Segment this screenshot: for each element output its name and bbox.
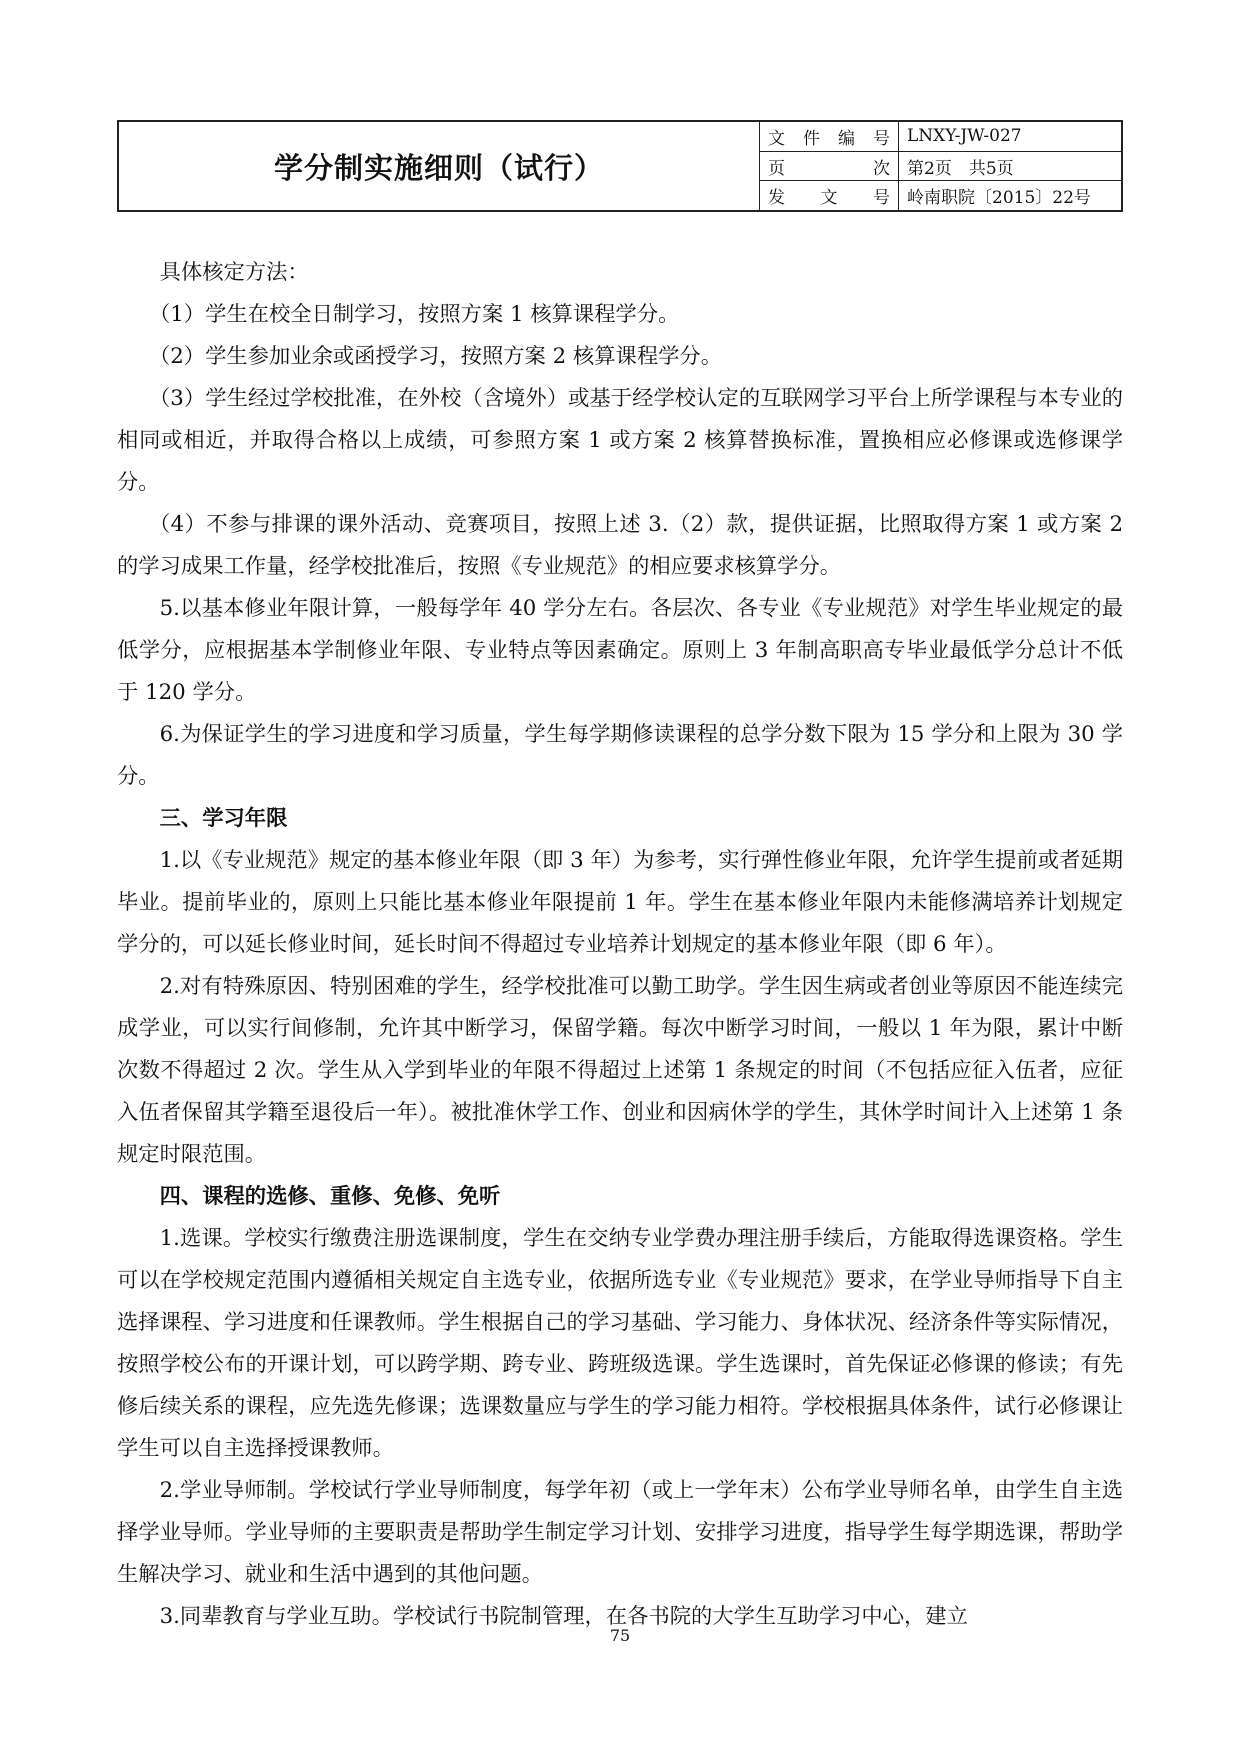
meta-label [760,122,899,151]
meta-row-page [760,152,1121,182]
meta-value: LNXY-JW-027 [907,126,1022,147]
paragraph: 3.同辈教育与学业互助。学校试行书院制管理，在各书院的大学生互助学习中心，建立 [159,1604,968,1629]
label-char: 页 [768,158,785,179]
paragraph: 1.选课。学校实行缴费注册选课制度，学生在交纳专业学费办理注册手续后，方能取得选课资格。学生可以在学校规定范围内遵循相关规定自主选专业，依据所选专业《专业规范》要求，在学业导师指导下自主选择课程、学习进度和任课教师。学生根据自己的学习基础、学习能力、身体状况、经济条件等实际情况，按照学校公布的开课计划，可以跨学期、跨专业、跨班级选课。学生选课时，首先保证必修课的修读；有先修后续关系的课程，应先选先修课；选课数量应与学生的学习能力相符。学校根据具体条件，试行必修课让学生可以自主选择授课教师。 [117,1226,1123,1461]
label-char: 文 [768,128,785,149]
page-number: 75 [609,1626,631,1645]
meta-row-doc-number [760,181,1121,210]
meta-value: 岭南职院〔2015〕22号 [907,188,1091,209]
document-header-table [117,120,1123,212]
meta-value: 第2页 共5页 [907,158,1014,179]
document-meta [760,122,1121,210]
paragraph: （1）学生在校全日制学习，按照方案 1 核算课程学分。 [148,302,680,327]
meta-label [760,181,899,210]
label-char: 号 [873,128,890,149]
paragraph: （3）学生经过学校批准，在外校（含境外）或基于经学校认定的互联网学习平台上所学课程与本专业的相同或相近，并取得合格以上成绩，可参照方案 1 或方案 2 核算替换标准，置换相应必修课或选修课学分。 [117,386,1123,495]
paragraph: 6.为保证学生的学习进度和学习质量，学生每学期修读课程的总学分数下限为 15 学分和上限为 30 学分。 [117,722,1123,789]
label-char: 件 [803,128,820,149]
meta-label [760,152,899,181]
paragraph: 2.学业导师制。学校试行学业导师制度，每学年初（或上一学年末）公布学业导师名单，由学生自主选择学业导师。学业导师的主要职责是帮助学生制定学习计划、安排学习进度，指导学生每学期选课，帮助学生解决学习、就业和生活中遇到的其他问题。 [117,1478,1123,1587]
document-title: 学分制实施细则（试行） [119,122,760,210]
paragraph: （2）学生参加业余或函授学习，按照方案 2 核算课程学分。 [148,344,723,369]
paragraph: 2.对有特殊原因、特别困难的学生，经学校批准可以勤工助学。学生因生病或者创业等原因不能连续完成学业，可以实行间修制，允许其中断学习，保留学籍。每次中断学习时间，一般以 1 年为限，累计中断次数不得超过 2 次。学生从入学到毕业的年限不得超过上述第 1 条规定的时间（不包括应征入伍者，应征入伍者保留其学籍至退役后一年）。被批准休学工作、创业和因病休学的学生，其休学时间计入上述第 1 条规定时限范围。 [117,974,1123,1167]
paragraph: 1.以《专业规范》规定的基本修业年限（即 3 年）为参考，实行弹性修业年限，允许学生提前或者延期毕业。提前毕业的，原则上只能比基本修业年限提前 1 年。学生在基本修业年限内未能修满培养计划规定学分的，可以延长修业时间，延长时间不得超过专业培养计划规定的基本修业年限（即 6 年）。 [117,848,1123,957]
label-char: 号 [873,188,890,209]
label-char: 文 [820,188,838,209]
label-char: 编 [838,128,855,149]
section-heading: 四、课程的选修、重修、免修、免听 [159,1184,501,1209]
paragraph: 具体核定方法： [159,260,309,285]
meta-row-file-number [760,122,1121,152]
paragraph: 5.以基本修业年限计算，一般每学年 40 学分左右。各层次、各专业《专业规范》对学生毕业规定的最低学分，应根据基本学制修业年限、专业特点等因素确定。原则上 3 年制高职高专毕业最低学分总计不低于 120 学分。 [117,596,1123,705]
section-heading: 三、学习年限 [159,806,288,831]
paragraph: （4）不参与排课的课外活动、竞赛项目，按照上述 3.（2）款，提供证据，比照取得方案 1 或方案 2 的学习成果工作量，经学校批准后，按照《专业规范》的相应要求核算学分。 [117,512,1123,579]
label-char: 发 [768,188,785,209]
label-char: 次 [873,158,890,179]
document-body [117,252,1123,1638]
